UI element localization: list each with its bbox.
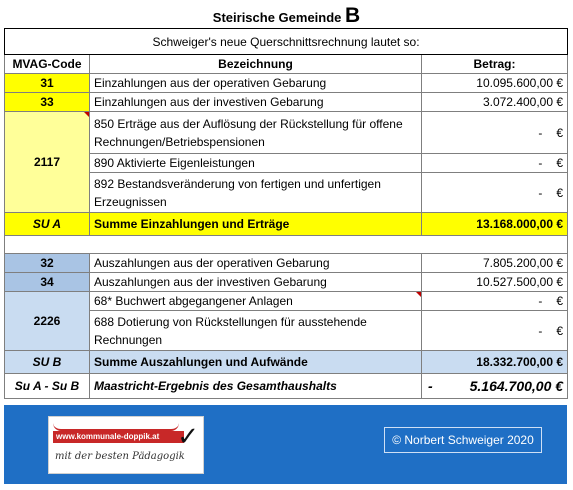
desc-cell[interactable]: Maastricht-Ergebnis des Gesamthaushalts bbox=[90, 374, 422, 399]
header-code[interactable]: MVAG-Code bbox=[5, 55, 90, 74]
table-row bbox=[5, 112, 568, 154]
desc-cell[interactable]: Summe Auszahlungen und Aufwände bbox=[90, 351, 422, 374]
euro-text: € bbox=[556, 294, 564, 308]
copyright-box: © Norbert Schweiger 2020 bbox=[384, 427, 542, 453]
header-row bbox=[5, 55, 568, 74]
desc-cell[interactable]: Einzahlungen aus der investiven Gebarung bbox=[90, 93, 422, 112]
logo-site-text: www.kommunale-doppik.at bbox=[53, 431, 184, 443]
page-title-prefix: Steirische Gemeinde bbox=[212, 10, 346, 25]
spacer-row bbox=[5, 236, 568, 254]
amount-cell[interactable]: 18.332.700,00 € bbox=[422, 351, 568, 374]
amount-cell[interactable]: 10.095.600,00 € bbox=[422, 74, 568, 93]
dash-text: - bbox=[538, 294, 543, 308]
table-row bbox=[5, 74, 568, 93]
amount-cell[interactable] bbox=[422, 292, 568, 311]
dash-text: - bbox=[538, 156, 543, 170]
subtitle-row bbox=[5, 29, 568, 55]
logo-slogan: mit der besten Pädagogik bbox=[55, 451, 185, 462]
spacer-cell bbox=[5, 236, 568, 254]
amount-cell[interactable]: 7.805.200,00 € bbox=[422, 254, 568, 273]
code-cell[interactable]: 32 bbox=[5, 254, 90, 273]
header-amount[interactable]: Betrag: bbox=[422, 55, 568, 74]
desc-cell[interactable]: 850 Erträge aus der Auflösung der Rückstellung für offene Rechnungen/Betriebspensionen bbox=[90, 112, 422, 154]
header-desc[interactable]: Bezeichnung bbox=[90, 55, 422, 74]
kommunale-doppik-logo[interactable] bbox=[48, 416, 204, 474]
amount-cell[interactable] bbox=[422, 154, 568, 173]
table-row bbox=[5, 254, 568, 273]
euro-text: € bbox=[556, 185, 564, 200]
code-cell[interactable]: SU B bbox=[5, 351, 90, 374]
code-cell[interactable]: SU A bbox=[5, 213, 90, 236]
amount-cell[interactable] bbox=[422, 374, 568, 399]
euro-text: € bbox=[556, 156, 564, 170]
euro-text: € bbox=[556, 125, 564, 140]
desc-cell[interactable]: Summe Einzahlungen und Erträge bbox=[90, 213, 422, 236]
dash-text: - bbox=[538, 125, 543, 140]
swoosh-icon bbox=[53, 423, 179, 431]
table-row bbox=[5, 292, 568, 311]
spreadsheet-table bbox=[4, 28, 568, 399]
sign-text: - bbox=[428, 378, 433, 394]
desc-cell[interactable]: Auszahlungen aus der operativen Gebarung bbox=[90, 254, 422, 273]
amount-cell[interactable] bbox=[422, 173, 568, 213]
checkmark-icon: ✓ bbox=[177, 421, 199, 451]
amount-cell[interactable] bbox=[422, 311, 568, 351]
sum-a-row bbox=[5, 213, 568, 236]
code-cell[interactable]: 2117 bbox=[5, 112, 90, 213]
desc-cell[interactable]: 890 Aktivierte Eigenleistungen bbox=[90, 154, 422, 173]
result-amount: 5.164.700,00 € bbox=[469, 378, 564, 394]
desc-cell[interactable]: 688 Dotierung von Rückstellungen für ausstehende Rechnungen bbox=[90, 311, 422, 351]
result-row bbox=[5, 374, 568, 399]
euro-text: € bbox=[556, 323, 564, 338]
desc-cell[interactable]: Auszahlungen aus der investiven Gebarung bbox=[90, 273, 422, 292]
code-cell[interactable]: 31 bbox=[5, 74, 90, 93]
table-row bbox=[5, 93, 568, 112]
dash-text: - bbox=[538, 323, 543, 338]
subtitle-cell[interactable]: Schweiger's neue Querschnittsrechnung lautet so: bbox=[5, 29, 568, 55]
code-cell[interactable]: 34 bbox=[5, 273, 90, 292]
page-title bbox=[0, 4, 573, 28]
desc-cell[interactable]: 68* Buchwert abgegangener Anlagen bbox=[90, 292, 422, 311]
code-cell[interactable]: Su A - Su B bbox=[5, 374, 90, 399]
dash-text: - bbox=[538, 185, 543, 200]
table-row bbox=[5, 273, 568, 292]
table-row bbox=[5, 311, 568, 351]
desc-cell[interactable]: Einzahlungen aus der operativen Gebarung bbox=[90, 74, 422, 93]
amount-cell[interactable] bbox=[422, 112, 568, 154]
amount-cell[interactable]: 13.168.000,00 € bbox=[422, 213, 568, 236]
code-cell[interactable]: 2226 bbox=[5, 292, 90, 351]
page-title-letter: B bbox=[345, 4, 361, 27]
amount-cell[interactable]: 10.527.500,00 € bbox=[422, 273, 568, 292]
sum-b-row bbox=[5, 351, 568, 374]
desc-cell[interactable]: 892 Bestandsveränderung von fertigen und unfertigen Erzeugnissen bbox=[90, 173, 422, 213]
amount-cell[interactable]: 3.072.400,00 € bbox=[422, 93, 568, 112]
footer-bar bbox=[4, 405, 567, 484]
code-cell[interactable]: 33 bbox=[5, 93, 90, 112]
